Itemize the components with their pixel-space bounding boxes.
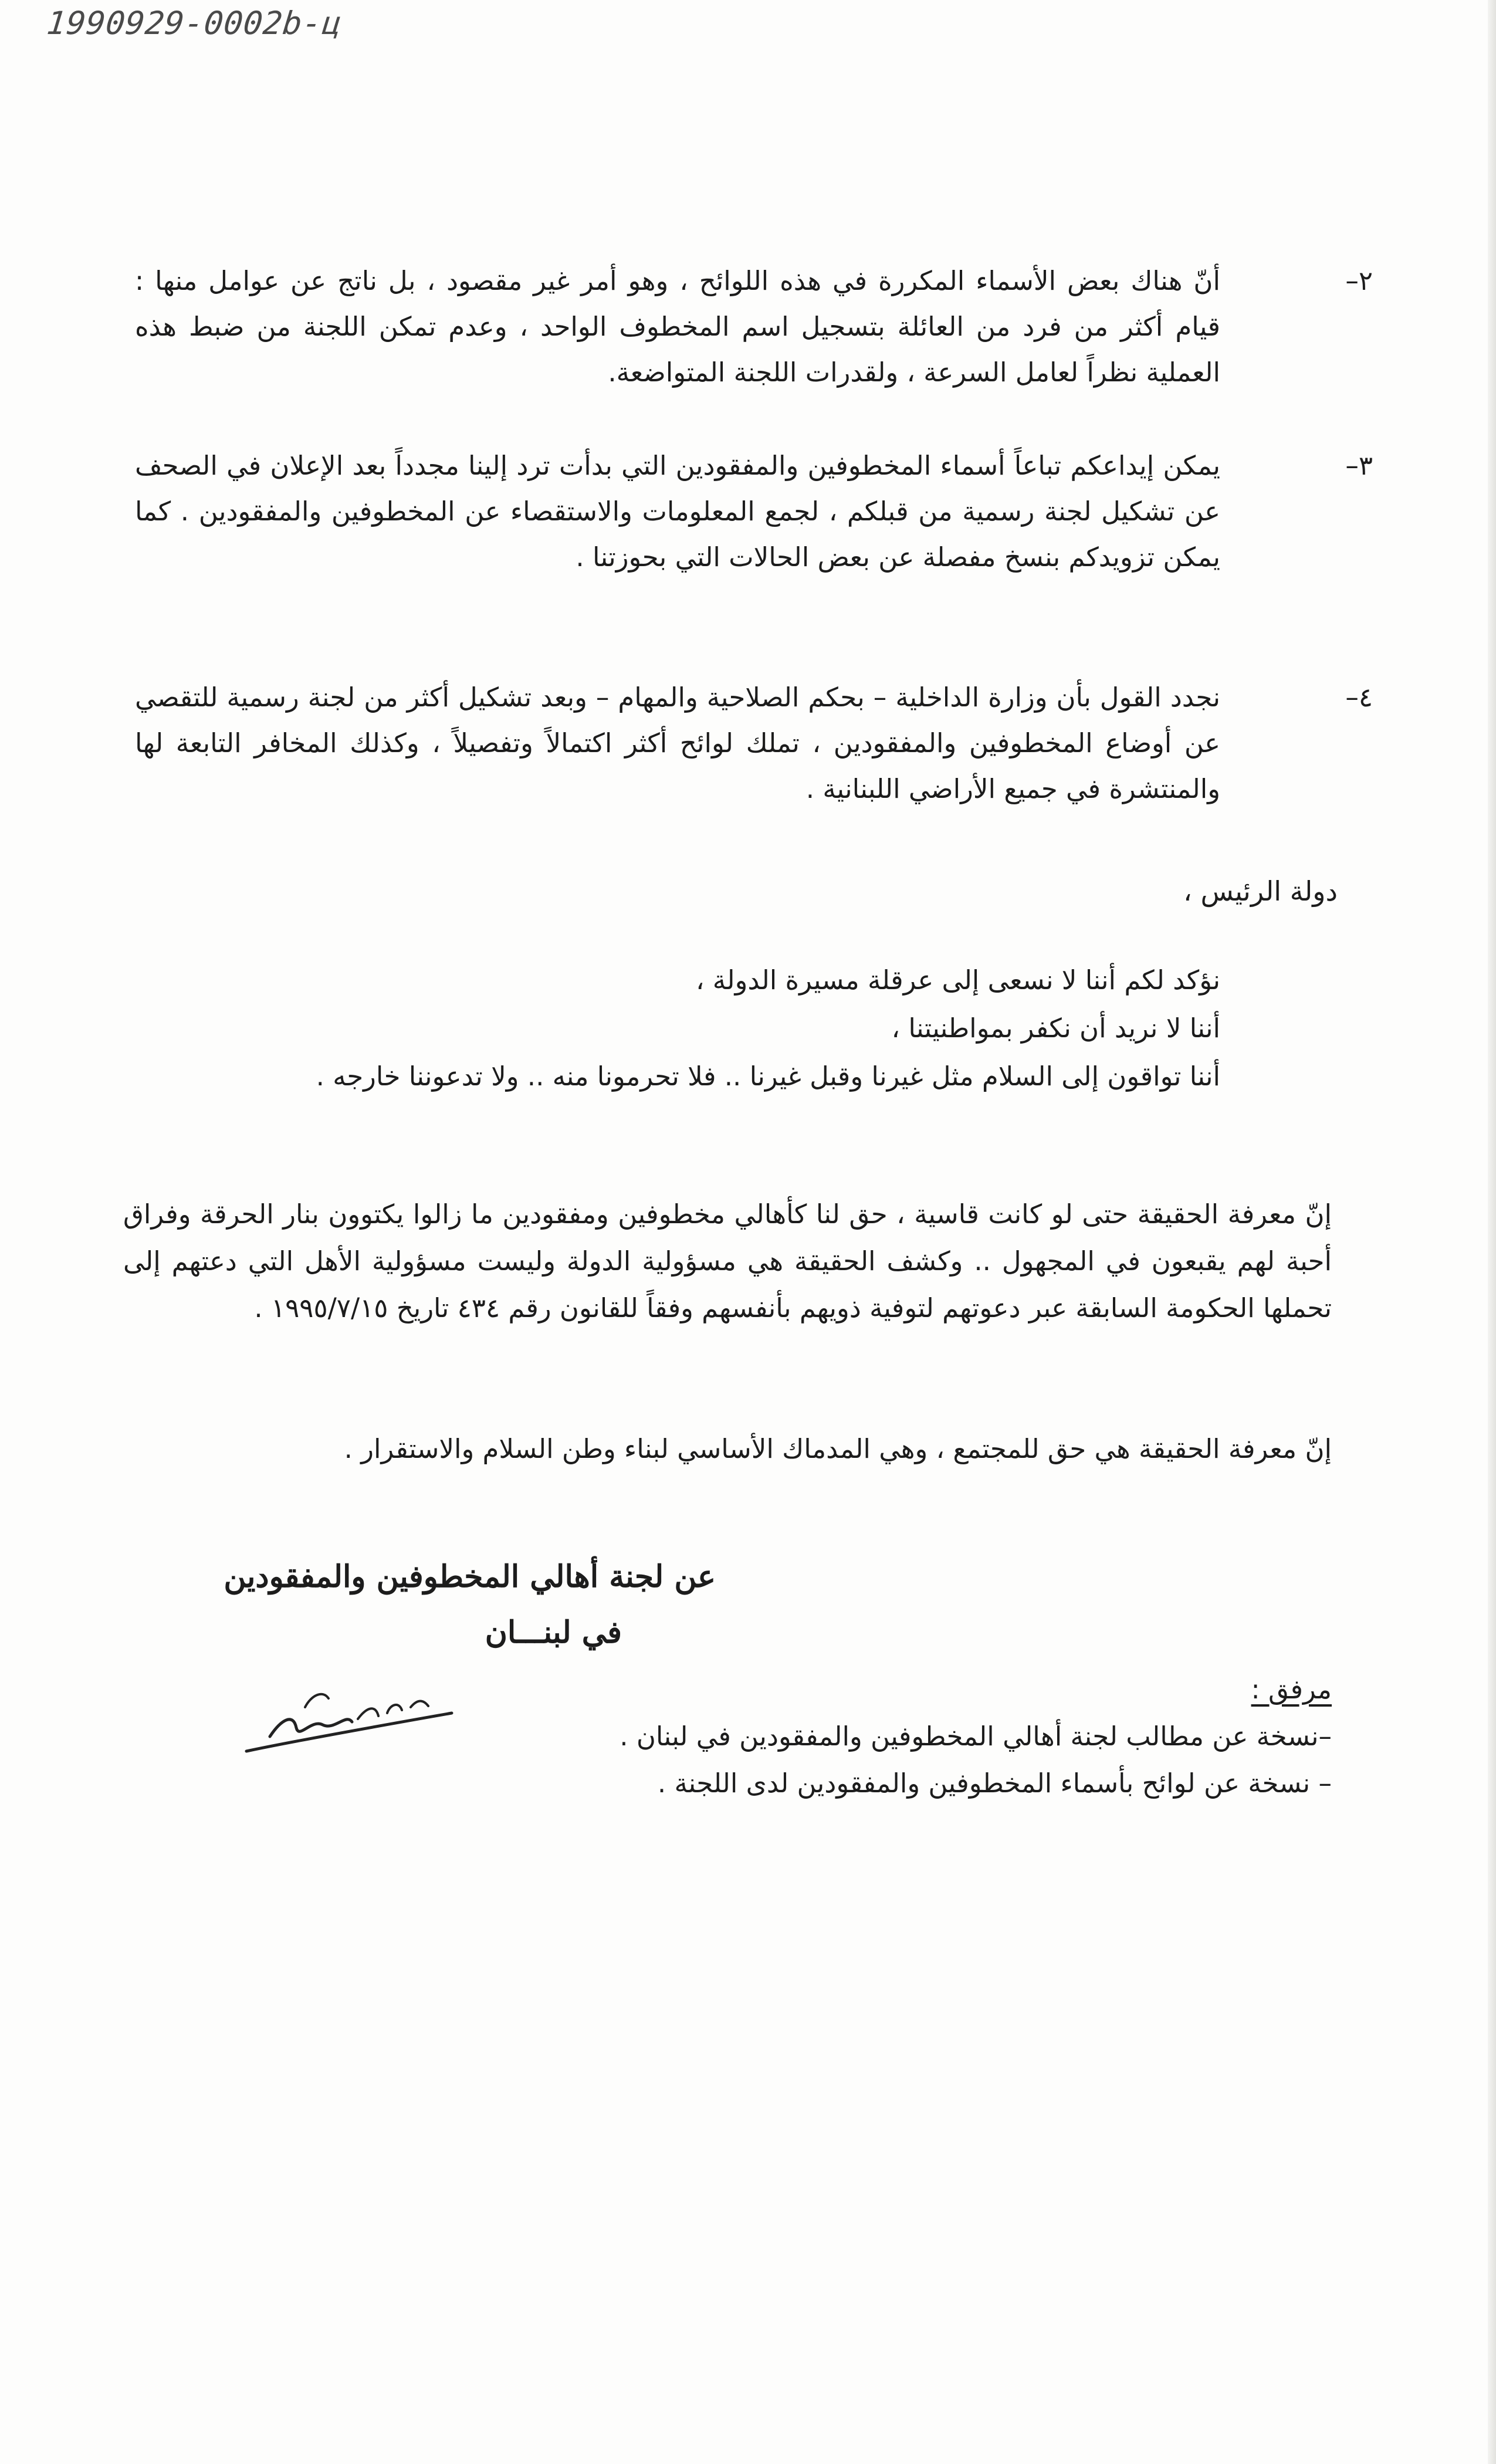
pledge-line: أننا تواقون إلى السلام مثل غيرنا وقبل غيرنا .. فلا تحرمونا منه .. ولا تدعوننا خارجه . <box>316 1061 1220 1092</box>
paragraph-truth: إنّ معرفة الحقيقة حتى لو كانت قاسية ، حق لنا كأهالي مخطوفين ومفقودين ما زالوا يكتوون بنار الحرقة وفراق أحبة لهم يقبعون في المجهول .. وكشف الحقيقة هي مسؤولية الدولة وليست مسؤولية الأهل التي دعتهم إلى تحملها الحكومة السابقة عبر دعوتهم لتوفية ذويهم بأنفسهم وفقاً للقانون رقم ٤٣٤ تاريخ ١٩٩٥/٧/١٥ . <box>123 1199 1332 1324</box>
paragraph-society: إنّ معرفة الحقيقة هي حق للمجتمع ، وهي المدماك الأساسي لبناء وطن السلام والاستقرار . <box>344 1433 1332 1464</box>
signatory-line-2: في لبنـــان <box>485 1615 622 1650</box>
item-text-4: نجدد القول بأن وزارة الداخلية – بحكم الصلاحية والمهام – وبعد تشكيل أكثر من لجنة رسمية للتقصي عن أوضاع المخطوفين والمفقودين ، تملك لوائح أكثر اكتمالاً وتفصيلاً ، وكذلك المخافر التابعة لها والمنتشرة في جميع الأراضي اللبنانية . <box>135 682 1220 804</box>
item-text-2: أنّ هناك بعض الأسماء المكررة في هذه اللوائح ، وهو أمر غير مقصود ، بل ناتج عن عوامل منها : قيام أكثر من فرد من العائلة بتسجيل اسم المخطوف الواحد ، وعدم تمكن اللجنة من ضبط هذه العملية نظراً لعامل السرعة ، ولقدرات اللجنة المتواضعة. <box>135 265 1220 388</box>
signatory-block <box>164 1549 716 1660</box>
handwritten-signature <box>235 1672 469 1766</box>
signatory-line-1: عن لجنة أهالي المخطوفين والمفقودين <box>224 1559 716 1595</box>
pledge-line: نؤكد لكم أننا لا نسعى إلى عرقلة مسيرة الدولة ، <box>695 964 1220 996</box>
page-edge <box>1488 0 1496 2464</box>
pledges-block <box>135 956 1220 1101</box>
pledge-line: أننا لا نريد أن نكفر بمواطنيتنا ، <box>891 1013 1220 1044</box>
document-id-stamp: 1990929-0002b-ц <box>45 5 344 42</box>
attachment-item: –نسخة عن مطالب لجنة أهالي المخطوفين والمفقودين في لبنان . <box>620 1721 1332 1752</box>
item-number-3: ٣– <box>1345 450 1373 481</box>
salutation: دولة الرئيس ، <box>1183 875 1338 907</box>
item-number-4: ٤– <box>1345 682 1373 713</box>
item-number-2: ٢– <box>1345 265 1373 296</box>
attachment-item: – نسخة عن لوائح بأسماء المخطوفين والمفقودين لدى اللجنة . <box>657 1768 1332 1799</box>
item-text-3: يمكن إيداعكم تباعاً أسماء المخطوفين والمفقودين التي بدأت ترد إلينا مجدداً بعد الإعلان في الصحف عن تشكيل لجنة رسمية من قبلكم ، لجمع المعلومات والاستقصاء عن المخطوفين والمفقودين . كما يمكن تزويدكم بنسخ مفصلة عن بعض الحالات التي بحوزتنا . <box>135 450 1220 573</box>
attachments-title: مرفق : <box>1251 1674 1332 1705</box>
attachments-block <box>516 1666 1332 1807</box>
